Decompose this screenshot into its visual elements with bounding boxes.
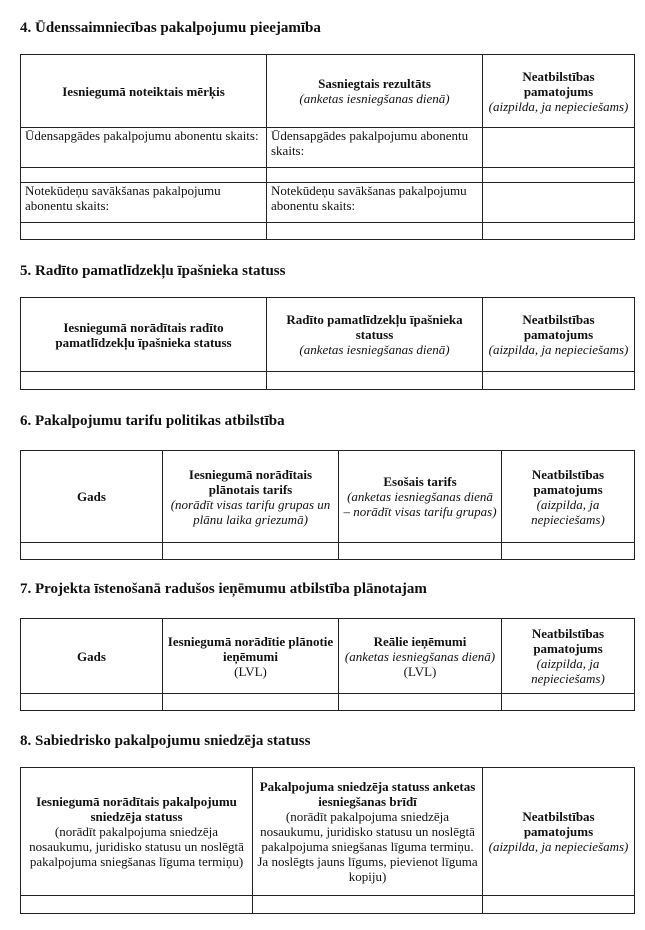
section-7-title: 7. Projekta īstenošanā radušos ieņēmumu atbilstība plānotajam [20, 581, 427, 597]
section-4-table [20, 54, 635, 240]
s4-row2-blank-c3[interactable] [483, 223, 635, 240]
s5-blank-c2[interactable] [267, 372, 483, 390]
s7-header-justification: Neatbilstības pamatojums (aizpilda, ja nepieciešams) [502, 619, 635, 694]
section-6-title: 6. Pakalpojumu tarifu politikas atbilstība [20, 413, 285, 429]
s7-header-year: Gads [21, 619, 163, 694]
s5-blank-c1[interactable] [21, 372, 267, 390]
s4-header-justification: Neatbilstības pamatojums (aizpilda, ja nepieciešams) [483, 55, 635, 128]
s6-header-current-tariff: Esošais tarifs (anketas iesniegšanas dienā – norādīt visas tarifu grupas) [339, 451, 502, 543]
section-8-table [20, 767, 635, 914]
s5-header-justification: Neatbilstības pamatojums (aizpilda, ja nepieciešams) [483, 298, 635, 372]
s4-row1-goal: Ūdensapgādes pakalpojumu abonentu skaits: [21, 128, 267, 168]
section-5-table [20, 297, 635, 390]
s6-header-planned-tariff: Iesniegumā norādītais plānotais tarifs (norādīt visas tarifu grupas un plānu laika griezumā) [163, 451, 339, 543]
s4-row1-result: Ūdensapgādes pakalpojumu abonentu skaits: [267, 128, 483, 168]
s7-blank-c3[interactable] [339, 694, 502, 711]
s8-header-current-status: Pakalpojuma sniedzēja statuss anketas iesniegšanas brīdī (norādīt pakalpojuma sniedzēja nosaukumu, juridisko statusu un noslēgtā pakalpojuma sniegšanas līguma termiņu. Ja noslēgts jauns līgums, pievienot līguma kopiju) [253, 768, 483, 896]
s8-blank-c3[interactable] [483, 896, 635, 914]
section-8-title: 8. Sabiedrisko pakalpojumu sniedzēja statuss [20, 733, 311, 749]
s4-header-result: Sasniegtais rezultāts (anketas iesniegšanas dienā) [267, 55, 483, 128]
s7-header-real-revenue: Reālie ieņēmumi (anketas iesniegšanas dienā) (LVL) [339, 619, 502, 694]
s8-header-justification: Neatbilstības pamatojums (aizpilda, ja nepieciešams) [483, 768, 635, 896]
s4-row1-justification[interactable] [483, 128, 635, 168]
section-5-title: 5. Radīto pamatlīdzekļu īpašnieka statuss [20, 263, 286, 279]
s5-header-declared: Iesniegumā norādītais radīto pamatlīdzekļu īpašnieka statuss [21, 298, 267, 372]
s6-blank-c2[interactable] [163, 543, 339, 560]
section-6-table [20, 450, 635, 560]
s5-blank-c3[interactable] [483, 372, 635, 390]
s5-header-status: Radīto pamatlīdzekļu īpašnieka statuss (anketas iesniegšanas dienā) [267, 298, 483, 372]
s6-blank-c1[interactable] [21, 543, 163, 560]
s6-header-justification: Neatbilstības pamatojums (aizpilda, ja nepieciešams) [502, 451, 635, 543]
s7-blank-c4[interactable] [502, 694, 635, 711]
s4-row1-blank-c2[interactable] [267, 168, 483, 183]
s4-row2-blank-c1[interactable] [21, 223, 267, 240]
section-7-table [20, 618, 635, 711]
s8-blank-c1[interactable] [21, 896, 253, 914]
s4-header-goal: Iesniegumā noteiktais mērķis [21, 55, 267, 128]
s7-blank-c2[interactable] [163, 694, 339, 711]
s6-blank-c3[interactable] [339, 543, 502, 560]
s4-row2-result: Notekūdeņu savākšanas pakalpojumu abonentu skaits: [267, 183, 483, 223]
s6-blank-c4[interactable] [502, 543, 635, 560]
s4-row2-blank-c2[interactable] [267, 223, 483, 240]
s7-blank-c1[interactable] [21, 694, 163, 711]
s7-header-planned-revenue: Iesniegumā norādītie plānotie ieņēmumi (LVL) [163, 619, 339, 694]
section-4-title: 4. Ūdenssaimniecības pakalpojumu pieejamība [20, 20, 321, 36]
s4-row1-blank-c3[interactable] [483, 168, 635, 183]
s6-header-year: Gads [21, 451, 163, 543]
s8-header-declared: Iesniegumā norādītais pakalpojumu sniedzēja statuss (norādīt pakalpojuma sniedzēja nosaukumu, juridisko statusu un noslēgtā pakalpojuma sniegšanas līguma termiņu) [21, 768, 253, 896]
s4-row2-goal: Notekūdeņu savākšanas pakalpojumu abonentu skaits: [21, 183, 267, 223]
s4-row1-blank-c1[interactable] [21, 168, 267, 183]
s4-row2-justification[interactable] [483, 183, 635, 223]
s8-blank-c2[interactable] [253, 896, 483, 914]
